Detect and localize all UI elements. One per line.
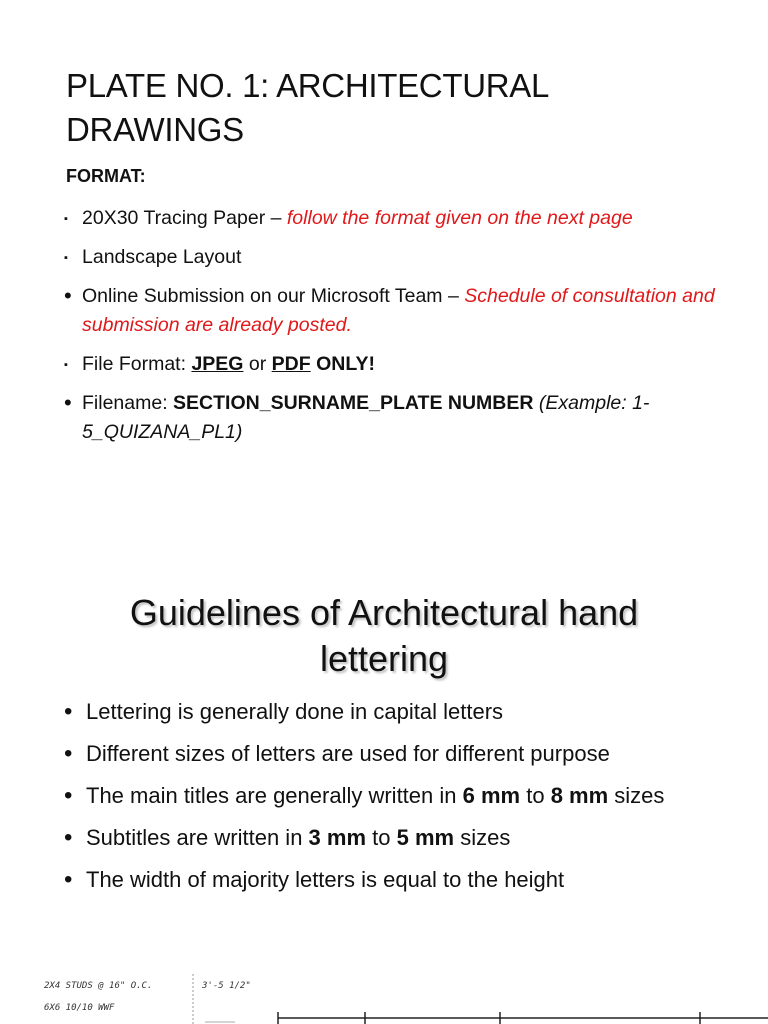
square-bullet-icon: ▪ — [64, 213, 68, 225]
dot-bullet-icon: • — [64, 782, 73, 809]
guidelines-title: Guidelines of Architectural hand lettering — [129, 592, 639, 679]
list-item: ▪ Landscape Layout — [64, 243, 724, 272]
dot-bullet-icon: • — [64, 283, 72, 308]
list-item: • Different sizes of letters are used for different purpose — [64, 738, 724, 770]
plate-title: PLATE NO. 1: ARCHITECTURAL DRAWINGS — [66, 67, 548, 148]
format-list — [64, 204, 724, 457]
dot-bullet-icon: • — [64, 866, 73, 893]
drawing-note-wwf: 6X6 10/10 WWF — [44, 1003, 115, 1013]
schedule-note: Schedule of consultation and submission are already posted. — [82, 285, 715, 336]
list-item: • Online Submission on our Microsoft Team – Schedule of consultation and submission are already posted. — [64, 283, 715, 336]
drawing-note-studs: 2X4 STUDS @ 16" O.C. — [44, 981, 153, 991]
drawing-sample — [0, 968, 768, 1024]
slide-lettering-guidelines — [0, 560, 768, 1024]
dot-bullet-icon: • — [64, 824, 73, 851]
list-item: ▪ 20X30 Tracing Paper – follow the format given on the next page — [64, 204, 724, 233]
list-item: ▪ File Format: JPEG or PDF ONLY! — [64, 350, 724, 379]
list-item: • Subtitles are written in 3 mm to 5 mm sizes — [64, 822, 724, 854]
dot-bullet-icon: • — [64, 698, 73, 725]
guidelines-list — [64, 696, 724, 906]
drawing-note-dimension: 3'-5 1/2" — [202, 981, 251, 991]
format-note: follow the format given on the next page — [286, 207, 633, 229]
format-label: FORMAT: — [66, 166, 146, 186]
list-item: • Lettering is generally done in capital letters — [64, 696, 724, 728]
list-item: • The width of majority letters is equal to the height — [64, 864, 724, 896]
square-bullet-icon: ▪ — [64, 252, 68, 264]
dot-bullet-icon: • — [64, 390, 72, 415]
list-item: • Filename: SECTION_SURNAME_PLATE NUMBER (Example: 1-5_QUIZANA_PL1) — [64, 390, 650, 443]
square-bullet-icon: ▪ — [64, 359, 68, 371]
list-item: • The main titles are generally written in 6 mm to 8 mm sizes — [64, 780, 724, 812]
dot-bullet-icon: • — [64, 740, 73, 767]
